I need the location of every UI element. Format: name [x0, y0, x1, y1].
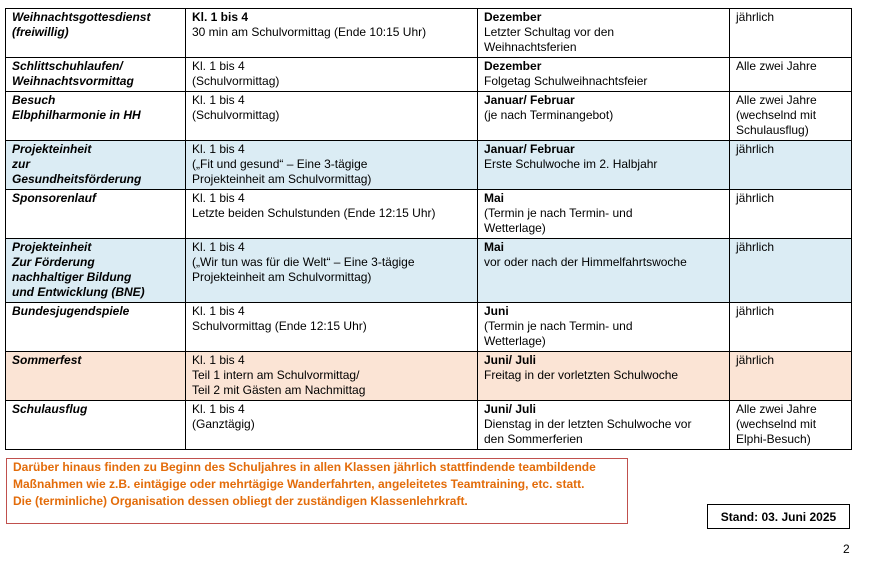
frequency-cell: [730, 141, 852, 190]
frequency: Elphi-Besuch): [736, 432, 811, 446]
time-detail: Weihnachtsferien: [484, 40, 577, 54]
frequency: Alle zwei Jahre: [736, 402, 817, 416]
time-detail: den Sommerferien: [484, 432, 583, 446]
event-name: Sommerfest: [12, 353, 82, 367]
table-row: [6, 92, 852, 141]
table-row: [6, 9, 852, 58]
table-row: [6, 190, 852, 239]
time-detail: Letzter Schultag vor den: [484, 25, 615, 39]
class-level: Kl. 1 bis 4: [192, 402, 245, 416]
note-line: Darüber hinaus finden zu Beginn des Schuljahres in allen Klassen jährlich stattfindende teambildende: [13, 460, 596, 474]
class-cell: [186, 401, 478, 450]
time-period: Juni: [484, 304, 509, 318]
event-cell: [6, 239, 186, 303]
table-row: [6, 141, 852, 190]
class-cell: [186, 58, 478, 92]
event-name: Schlittschuhlaufen/: [12, 59, 123, 73]
event-name: Weihnachtsgottesdienst: [12, 10, 151, 24]
time-cell: [478, 239, 730, 303]
event-name: Gesundheitsförderung: [12, 172, 142, 186]
event-name: und Entwicklung (BNE): [12, 285, 145, 299]
event-cell: [6, 190, 186, 239]
event-name: Projekteinheit: [12, 142, 92, 156]
frequency: jährlich: [736, 304, 775, 318]
frequency-cell: [730, 352, 852, 401]
event-cell: [6, 92, 186, 141]
class-detail: (Schulvormittag): [192, 108, 280, 122]
time-period: Januar/ Februar: [484, 142, 575, 156]
frequency-cell: [730, 92, 852, 141]
time-detail: Folgetag Schulweihnachtsfeier: [484, 74, 648, 88]
frequency-cell: [730, 303, 852, 352]
event-name: Bundesjugendspiele: [12, 304, 130, 318]
class-level: Kl. 1 bis 4: [192, 353, 245, 367]
class-detail: („Fit und gesund“ – Eine 3-tägige: [192, 157, 368, 171]
class-cell: [186, 92, 478, 141]
class-level: Kl. 1 bis 4: [192, 304, 245, 318]
frequency: jährlich: [736, 191, 775, 205]
event-cell: [6, 303, 186, 352]
event-name: nachhaltiger Bildung: [12, 270, 132, 284]
table-row: [6, 58, 852, 92]
event-name: zur: [12, 157, 30, 171]
time-cell: [478, 92, 730, 141]
event-cell: [6, 401, 186, 450]
class-detail: (Ganztägig): [192, 417, 255, 431]
frequency: jährlich: [736, 240, 775, 254]
event-cell: [6, 9, 186, 58]
class-cell: [186, 190, 478, 239]
class-cell: [186, 141, 478, 190]
frequency: Alle zwei Jahre: [736, 59, 817, 73]
class-level: Kl. 1 bis 4: [192, 10, 249, 24]
time-detail: (je nach Terminangebot): [484, 108, 614, 122]
time-cell: [478, 141, 730, 190]
class-level: Kl. 1 bis 4: [192, 142, 245, 156]
stand-date-box: Stand: 03. Juni 2025: [707, 504, 850, 529]
event-cell: [6, 141, 186, 190]
event-name: Schulausflug: [12, 402, 88, 416]
time-detail: vor oder nach der Himmelfahrtswoche: [484, 255, 687, 269]
time-detail: Erste Schulwoche im 2. Halbjahr: [484, 157, 658, 171]
time-detail: Dienstag in der letzten Schulwoche vor: [484, 417, 692, 431]
event-cell: [6, 58, 186, 92]
time-cell: [478, 352, 730, 401]
table-row: [6, 303, 852, 352]
frequency-cell: [730, 9, 852, 58]
frequency: jährlich: [736, 142, 775, 156]
event-name: Projekteinheit: [12, 240, 92, 254]
event-name: Weihnachtsvormittag: [12, 74, 134, 88]
event-name: Zur Förderung: [12, 255, 95, 269]
class-detail: Letzte beiden Schulstunden (Ende 12:15 Uhr): [192, 206, 436, 220]
class-detail: Projekteinheit am Schulvormittag): [192, 270, 372, 284]
time-period: Mai: [484, 191, 505, 205]
time-detail: (Termin je nach Termin- und: [484, 206, 633, 220]
time-period: Mai: [484, 240, 505, 254]
time-period: Dezember: [484, 10, 542, 24]
event-name: Elbphilharmonie in HH: [12, 108, 141, 122]
frequency-cell: [730, 190, 852, 239]
class-level: Kl. 1 bis 4: [192, 93, 245, 107]
class-detail: („Wir tun was für die Welt“ – Eine 3-tägige: [192, 255, 415, 269]
class-level: Kl. 1 bis 4: [192, 191, 245, 205]
time-period: Juni/ Juli: [484, 353, 537, 367]
frequency-cell: [730, 239, 852, 303]
time-detail: Wetterlage): [484, 334, 546, 348]
class-cell: [186, 352, 478, 401]
time-period: Juni/ Juli: [484, 402, 537, 416]
class-cell: [186, 9, 478, 58]
schedule-table: [5, 8, 852, 450]
note-box: [6, 458, 628, 524]
time-period: Dezember: [484, 59, 542, 73]
frequency: (wechselnd mit: [736, 108, 817, 122]
time-detail: Wetterlage): [484, 221, 546, 235]
class-cell: [186, 239, 478, 303]
class-detail: Teil 1 intern am Schulvormittag/: [192, 368, 360, 382]
note-line: Maßnahmen wie z.B. eintägige oder mehrtägige Wanderfahrten, angeleitetes Teamtraining, etc. statt.: [13, 477, 585, 491]
event-name: Sponsorenlauf: [12, 191, 97, 205]
class-level: Kl. 1 bis 4: [192, 240, 245, 254]
note-line: Die (terminliche) Organisation dessen obliegt der zuständigen Klassenlehrkraft.: [13, 494, 468, 508]
time-period: Januar/ Februar: [484, 93, 575, 107]
table-row: [6, 239, 852, 303]
frequency-cell: [730, 401, 852, 450]
class-detail: (Schulvormittag): [192, 74, 280, 88]
time-cell: [478, 9, 730, 58]
event-cell: [6, 352, 186, 401]
class-detail: Projekteinheit am Schulvormittag): [192, 172, 372, 186]
event-name: Besuch: [12, 93, 56, 107]
frequency: jährlich: [736, 353, 775, 367]
table-row: [6, 352, 852, 401]
frequency: Schulausflug): [736, 123, 809, 137]
time-detail: Freitag in der vorletzten Schulwoche: [484, 368, 679, 382]
class-detail: 30 min am Schulvormittag (Ende 10:15 Uhr): [192, 25, 427, 39]
time-cell: [478, 58, 730, 92]
table-row: [6, 401, 852, 450]
class-detail: Schulvormittag (Ende 12:15 Uhr): [192, 319, 367, 333]
time-cell: [478, 303, 730, 352]
page-number: 2: [843, 542, 850, 556]
time-cell: [478, 190, 730, 239]
class-cell: [186, 303, 478, 352]
event-name: (freiwillig): [12, 25, 69, 39]
frequency-cell: [730, 58, 852, 92]
time-detail: (Termin je nach Termin- und: [484, 319, 633, 333]
time-cell: [478, 401, 730, 450]
class-detail: Teil 2 mit Gästen am Nachmittag: [192, 383, 366, 397]
frequency: Alle zwei Jahre: [736, 93, 817, 107]
class-level: Kl. 1 bis 4: [192, 59, 245, 73]
frequency: jährlich: [736, 10, 775, 24]
frequency: (wechselnd mit: [736, 417, 817, 431]
